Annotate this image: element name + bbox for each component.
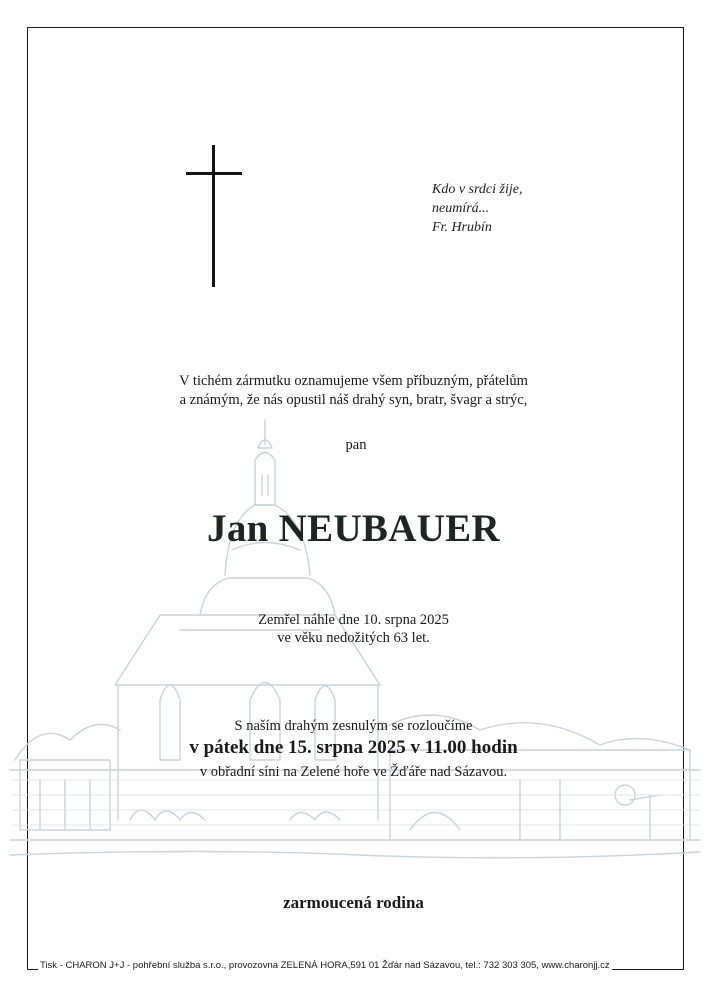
memorial-quote <box>432 180 522 237</box>
page-border <box>27 27 684 970</box>
quote-line-2: neumírá... <box>432 201 490 216</box>
farewell-date: v pátek dne 15. srpna 2025 v 11.00 hodin <box>189 737 518 758</box>
announcement-line-2: a známým, že nás opustil náš drahý syn, bratr, švagr a strýc, <box>179 392 528 408</box>
farewell-intro: S naším drahým zesnulým se rozloučíme <box>234 718 473 734</box>
death-age-line: ve věku nedožitých 63 let. <box>277 630 430 646</box>
death-details <box>0 611 707 647</box>
quote-line-1: Kdo v srdci žije, <box>432 182 523 197</box>
title-word: pan <box>345 437 367 453</box>
farewell-place: v obřadní síni na Zelené hoře ve Žďáře nad Sázavou. <box>199 764 508 780</box>
deceased-name: Jan NEUBAUER <box>207 507 500 550</box>
printer-footer: Tisk - CHARON J+J - pohřební služba s.r.o., provozovna ZELENÁ HORA,591 01 Žďár nad Sázavou, tel.: 732 303 305, www.charonjj.cz <box>40 960 610 971</box>
announcement-text <box>0 372 707 410</box>
announcement-line-1: V tichém zármutku oznamujeme všem příbuzným, přátelům <box>179 373 528 389</box>
quote-author: Fr. Hrubín <box>432 220 492 235</box>
death-date-line: Zemřel náhle dne 10. srpna 2025 <box>258 612 449 628</box>
family-signature: zarmoucená rodina <box>283 893 424 912</box>
cross-icon <box>186 145 242 287</box>
